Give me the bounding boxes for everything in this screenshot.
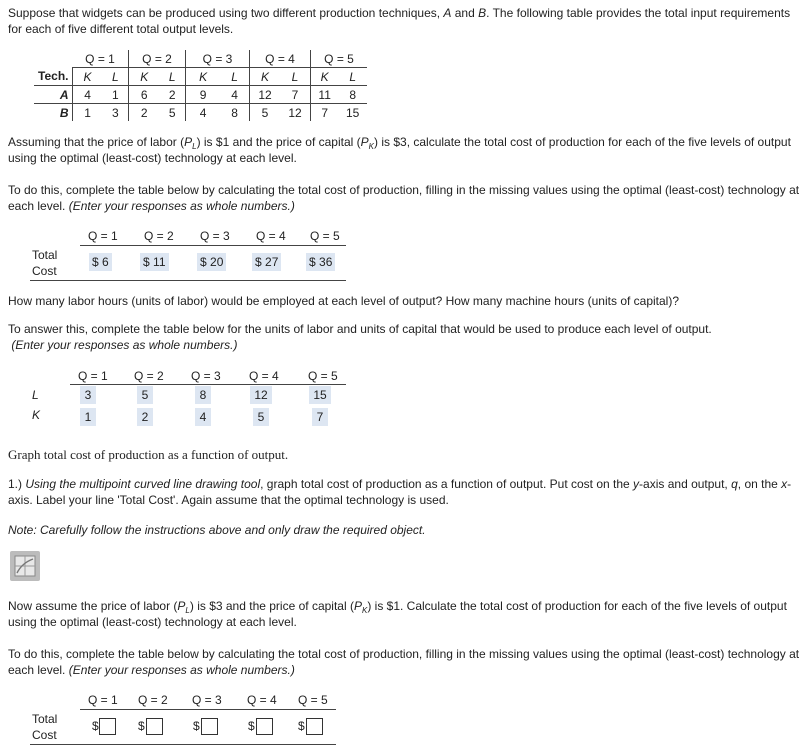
instruction-2: To answer this, complete the table below for the units of labor and units of capital that would be used to produce each level of output. (Enter your responses as whole numbers.): [8, 322, 712, 352]
k-header: K: [129, 68, 160, 86]
q-header: Q = 5: [298, 693, 328, 707]
q-header: Q = 1: [88, 229, 118, 243]
labor-answer: 12: [250, 386, 272, 404]
l-row-label: L: [32, 388, 39, 402]
currency-sign: $: [92, 719, 99, 733]
graph-tool-button[interactable]: [10, 551, 40, 581]
price-assumption-2: Now assume the price of labor $(P_L)$ is $3 and the price of capital $(P_K)$ is $1. Calculate the total cost of production for each of the five levels of output using the optimal (least-cost) technology at each level.: [8, 599, 787, 629]
table-cell: 7: [311, 104, 339, 122]
tech-header: Tech.: [34, 68, 72, 86]
currency-sign: $: [298, 719, 305, 733]
table-rule: [30, 744, 336, 745]
table-cell: 5: [168, 105, 176, 120]
q-header: Q = 3: [200, 229, 230, 243]
table-cell: 2: [129, 104, 160, 122]
total-cost-answer: $ 36: [306, 253, 335, 271]
table-cell: 1: [103, 86, 129, 104]
tech-label: B: [59, 105, 69, 120]
k-row-label: K: [32, 408, 41, 422]
currency-sign: $: [193, 719, 200, 733]
graph-heading: Graph total cost of production as a function of output.: [8, 447, 289, 462]
price-assumption-1: Assuming that the price of labor $(P_L)$ is $1 and the price of capital $(P_K)$ is $3, calculate the total cost of production for each of the five levels of output using the optimal (least-cost) technology at each level.: [8, 135, 791, 165]
graph-instruction: 1.) Using the multipoint curved line drawing tool, graph total cost of production as a function of output. Put cost on the y-axis and output, q, on the x-axis. Label your line 'Total Cost'. Again assume that the optimal technology is used.: [8, 477, 792, 507]
l-header: L: [220, 68, 249, 86]
q-header: Q = 4: [250, 50, 311, 68]
table-rule: [70, 384, 346, 385]
q-header: Q = 1: [78, 369, 108, 383]
total-cost-input[interactable]: [256, 718, 273, 735]
labor-answer: 15: [309, 386, 331, 404]
table-cell: 4: [186, 104, 221, 122]
table-cell: 2: [159, 86, 185, 104]
graph-icon: [10, 551, 40, 581]
l-header: L: [338, 68, 367, 86]
q-header: Q = 3: [192, 693, 222, 707]
table-cell: 9: [186, 86, 221, 104]
table-rule: [30, 280, 346, 281]
tech-row-b: [34, 104, 367, 122]
capital-answer: 1: [80, 408, 96, 426]
table-rule: [80, 245, 346, 246]
total-cost-answer: $ 6: [89, 253, 112, 271]
labor-answer: 8: [195, 386, 211, 404]
labor-answer: 3: [80, 386, 96, 404]
table-cell: 4: [72, 86, 103, 104]
table-cell: 3: [111, 105, 119, 120]
labor-capital-table: [28, 366, 346, 430]
total-cost-input[interactable]: [146, 718, 163, 735]
row-label: Total Cost: [32, 248, 58, 278]
row-label: Total Cost: [32, 712, 58, 742]
note-text: Note: Carefully follow the instructions above and only draw the required object.: [8, 523, 426, 537]
capital-answer: 2: [137, 408, 153, 426]
table-cell: 8: [231, 105, 238, 120]
total-cost-answer: $ 11: [140, 253, 169, 271]
q-header: Q = 3: [191, 369, 221, 383]
tech-row-a: [34, 86, 367, 104]
input-requirements-table: [34, 50, 367, 121]
total-cost-input[interactable]: [99, 718, 116, 735]
capital-answer: 4: [195, 408, 211, 426]
q-header: Q = 3: [186, 50, 250, 68]
q-header: Q = 2: [144, 229, 174, 243]
table-cell: 8: [338, 86, 367, 104]
q-header: Q = 5: [308, 369, 338, 383]
total-cost-input[interactable]: [201, 718, 218, 735]
l-header: L: [159, 68, 185, 86]
l-header: L: [280, 68, 311, 86]
table-cell: 12: [250, 86, 281, 104]
q-header: Q = 1: [72, 50, 129, 68]
table-cell: 7: [280, 86, 311, 104]
tech-label: A: [34, 86, 72, 104]
instruction-1: To do this, complete the table below by calculating the total cost of production, filling in the missing values using the optimal (least-cost) technology at each level. (Enter your responses as whole numbers.): [8, 183, 800, 213]
table-cell: 6: [129, 86, 160, 104]
total-cost-table-2: [30, 689, 336, 745]
k-header: K: [186, 68, 221, 86]
currency-sign: $: [138, 719, 145, 733]
capital-answer: 7: [312, 408, 328, 426]
q-header: Q = 2: [134, 369, 164, 383]
table-cell: 12: [288, 105, 302, 120]
l-header: L: [103, 68, 129, 86]
q-header: Q = 5: [311, 50, 368, 68]
labor-answer: 5: [137, 386, 153, 404]
table-cell: 5: [250, 104, 281, 122]
k-header: K: [250, 68, 281, 86]
q-header: Q = 4: [256, 229, 286, 243]
capital-answer: 5: [253, 408, 269, 426]
table-rule: [80, 709, 336, 710]
k-header: K: [72, 68, 103, 86]
table-cell: 1: [72, 104, 103, 122]
table-cell: 15: [345, 105, 360, 120]
total-cost-table-1: [30, 225, 346, 281]
total-cost-input[interactable]: [306, 718, 323, 735]
q-header: Q = 5: [310, 229, 340, 243]
question-2: How many labor hours (units of labor) would be employed at each level of output? How many machine hours (units of capital)?: [8, 294, 680, 308]
intro-text: Suppose that widgets can be produced using two different production techniques, A and B. The following table provides the total input requirements for each of five different total output levels.: [8, 6, 791, 36]
currency-sign: $: [248, 719, 255, 733]
total-cost-answer: $ 20: [197, 253, 226, 271]
table-cell: 4: [220, 86, 249, 104]
k-header: K: [311, 68, 339, 86]
total-cost-answer: $ 27: [252, 253, 281, 271]
q-header: Q = 2: [138, 693, 168, 707]
q-header: Q = 1: [88, 693, 118, 707]
q-header: Q = 4: [249, 369, 279, 383]
q-header: Q = 2: [129, 50, 186, 68]
instruction-3: To do this, complete the table below by calculating the total cost of production, filling in the missing values using the optimal (least-cost) technology at each level. (Enter your responses as whole numbers.): [8, 647, 800, 677]
q-header: Q = 4: [247, 693, 277, 707]
table-cell: 11: [311, 86, 339, 104]
